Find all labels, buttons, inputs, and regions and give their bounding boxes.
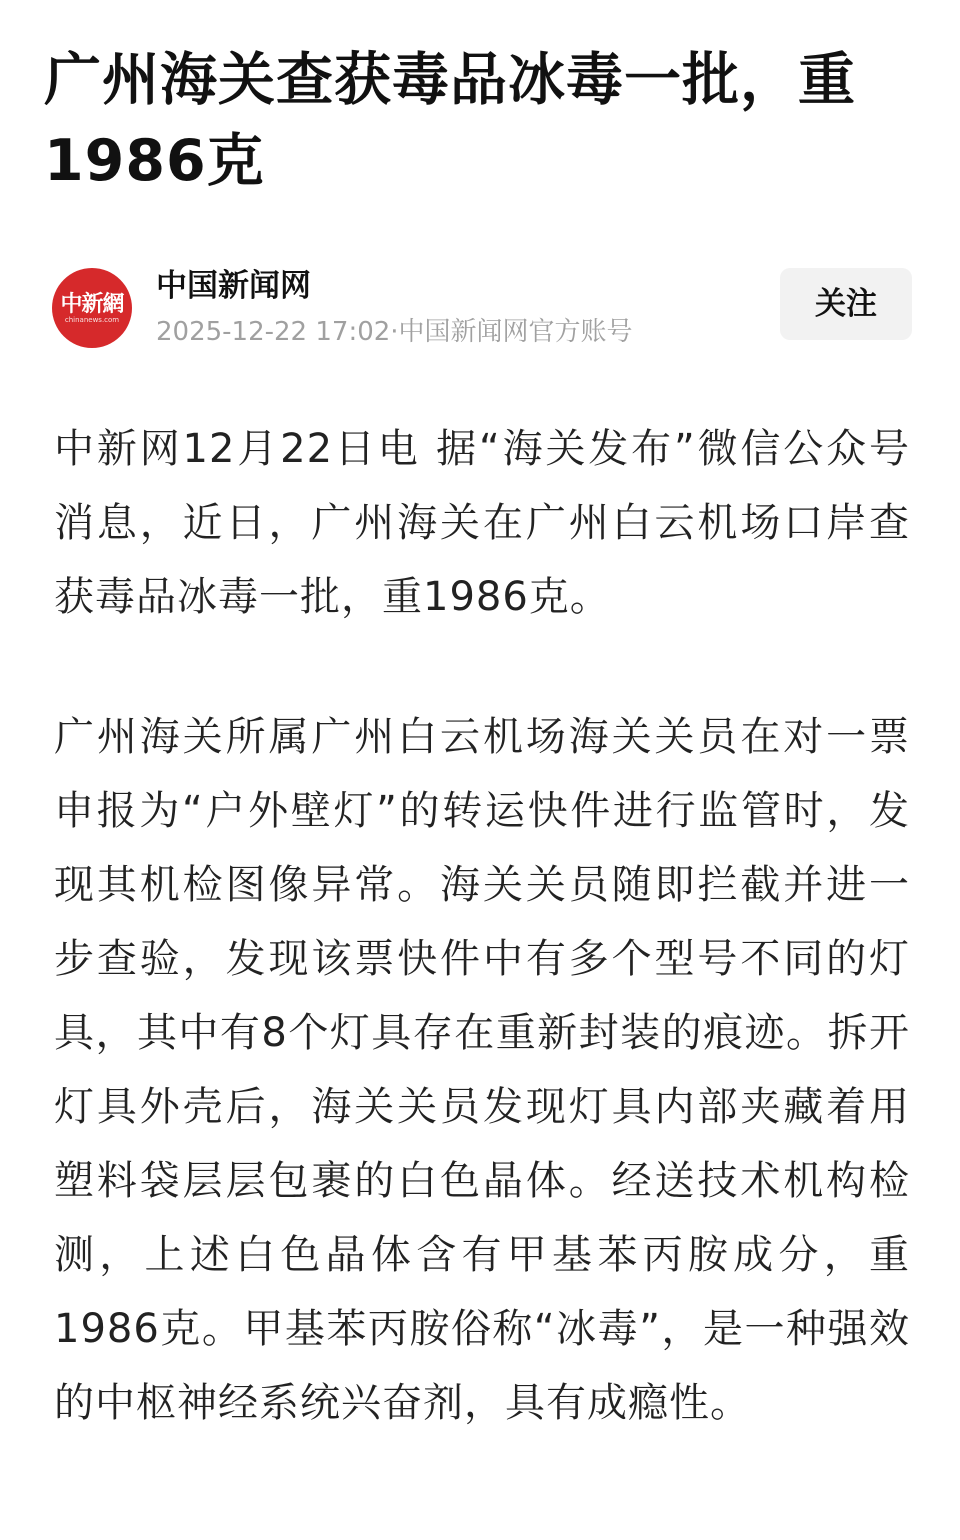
paragraph: 中新网12月22日电 据“海关发布”微信公众号消息，近日，广州海关在广州白云机场口岸查获毒品冰毒一批，重1986克。 — [54, 426, 910, 620]
article-body — [54, 412, 910, 1506]
author-bar — [52, 262, 912, 354]
publish-meta: 2025-12-22 17:02·中国新闻网官方账号 — [156, 317, 633, 347]
avatar[interactable] — [52, 268, 132, 348]
paragraph: 广州海关所属广州白云机场海关关员在对一票申报为“户外壁灯”的转运快件进行监管时，发现其机检图像异常。海关关员随即拦截并进一步查验，发现该票快件中有多个型号不同的灯具，其中有8个灯具存在重新封装的痕迹。拆开灯具外壳后，海关关员发现灯具内部夹藏着用塑料袋层层包裹的白色晶体。经送技术机构检测，上述白色晶体含有甲基苯丙胺成分，重1986克。甲基苯丙胺俗称“冰毒”，是一种强效的中枢神经系统兴奋剂，具有成瘾性。 — [54, 714, 910, 1426]
follow-button[interactable]: 关注 — [780, 268, 912, 340]
author-name[interactable]: 中国新闻网 — [156, 268, 311, 304]
chinanews-logo-subtext: chinanews.com — [64, 315, 120, 324]
article-title: 广州海关查获毒品冰毒一批，重1986克 — [44, 47, 856, 194]
chinanews-logo: 中新網 — [60, 290, 124, 317]
